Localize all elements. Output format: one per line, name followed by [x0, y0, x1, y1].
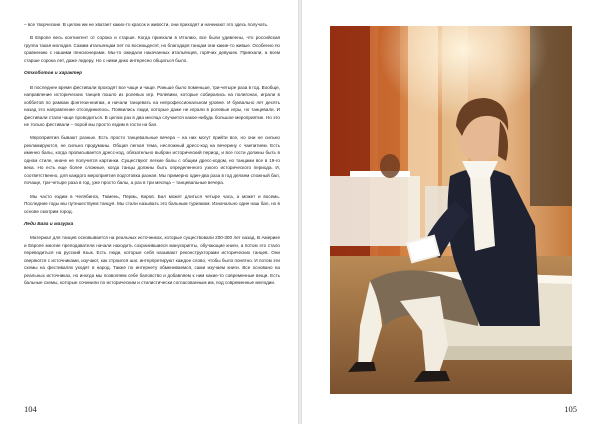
page-number-right: 105: [564, 404, 577, 414]
page-number-left: 104: [24, 404, 37, 414]
paragraph: Мы часто ездим в Челябинск, Тюмень, Пермь, Киров. Бал может длиться четыре часа, а может и восемь. Последние годы мы путешествуем танцуя. Мы стали называть это бальным туризмом. Изначально один наш бал, но в основе смотрим город.: [24, 193, 280, 214]
paragraph: Материал для танцев основывается на реальных источниках, которые существовали 200-300 лет назад. В Америке и Европе многие преподаватели начали находить сохранившиеся манускрипты, обучающие книги, а потом это стало переводиться на русский язык. Есть люди, которые себя называют реконструкторами исторических танцев. Они сверяются с источниками, изучают, как строился шаг, интерпретируют каждое слово, чтобы было понятно. И потом эти схемы на фестивалях уходят в народ. Также по интернету обмениваемся, сами изучаем книги. Все основано на реальных источниках, но иногда мы позволяем себе баловство и добавляем к ним какие-то современные вещи. Есть бальные схемы, которые сочинили по историческим и стилистически согласованным им, под современные мелодии.: [24, 235, 280, 286]
paragraph: – все творческие. В целом им не хватает каких-то красок и живости, они приходят и начинают это здесь получать.: [24, 22, 269, 27]
paragraph: В последнее время фестивали проходят все чаще и чаще. Раньше было поменьше, три-четыре раза в год. Вообще, направление исторических танцев пошло из ролевых игр. Ролевики, которые собирались на полигонах, играли в хоббитов по рамкам фэнтези-книгам, и начали танцевать на непрофессиональном уровне. И буквально лет десять назад это направление отсоединилось. Появились люди, которые даже не играли в ролевые игры, но танцевали. И фестивали стали чаще проводиться. В целом раз в два месяца случается какое-нибудь большое мероприятие. Но это не только фестивали – порой мы просто ездим в гости на бал.: [24, 84, 280, 127]
ballroom-photo: [330, 26, 572, 394]
article-text-column: [24, 21, 280, 293]
paragraph: Мероприятия бывают разные. Есть просто танцевальные вечера – на них могут прийти все, но они не сильно рекламируются, не сильно продуманы. Общая легкая тема, несложный дресс-код на вечерину с чаепитием. Есть именно балы, когда прописывается дресс-код, обязательно выбран исторический период, и все гости должны быть в одном стиле, иначе не получится картинки. Существуют легкие балы с общим дресс-кодом, но танцами все в 19-го века. Но есть еще более сложные, когда танцы должны быть определенного узкого исторического периода. И, соответственно, для каждого мероприятия подготовка разная. Мы примерно один-два раза в год делаем сложный бал, почаще, три-четыре раза в год, уже просто балы, а раз в три месяца – танцевальные вечера.: [24, 135, 280, 186]
section-heading: Отхоботов и характер: [24, 71, 83, 77]
left-page: [0, 0, 298, 424]
section-heading: Леди Бага и мазурка: [24, 221, 74, 227]
paragraph: В Европе весь контингент от сорока и старше. Когда приехали в Италию, все были удивлены, что российская группа такая молодая. Самим итальянцам лет по восемьдесят, но благодаря танцам они какие-то живые. Особенно по сравнению с нашими пенсионерами. Мы-то ожидали накачанных итальянцев, горячих девушек. Приехали, а всем старше сорока лет, даже лидеру. Но с ними дико интересно общаться было.: [24, 35, 280, 63]
